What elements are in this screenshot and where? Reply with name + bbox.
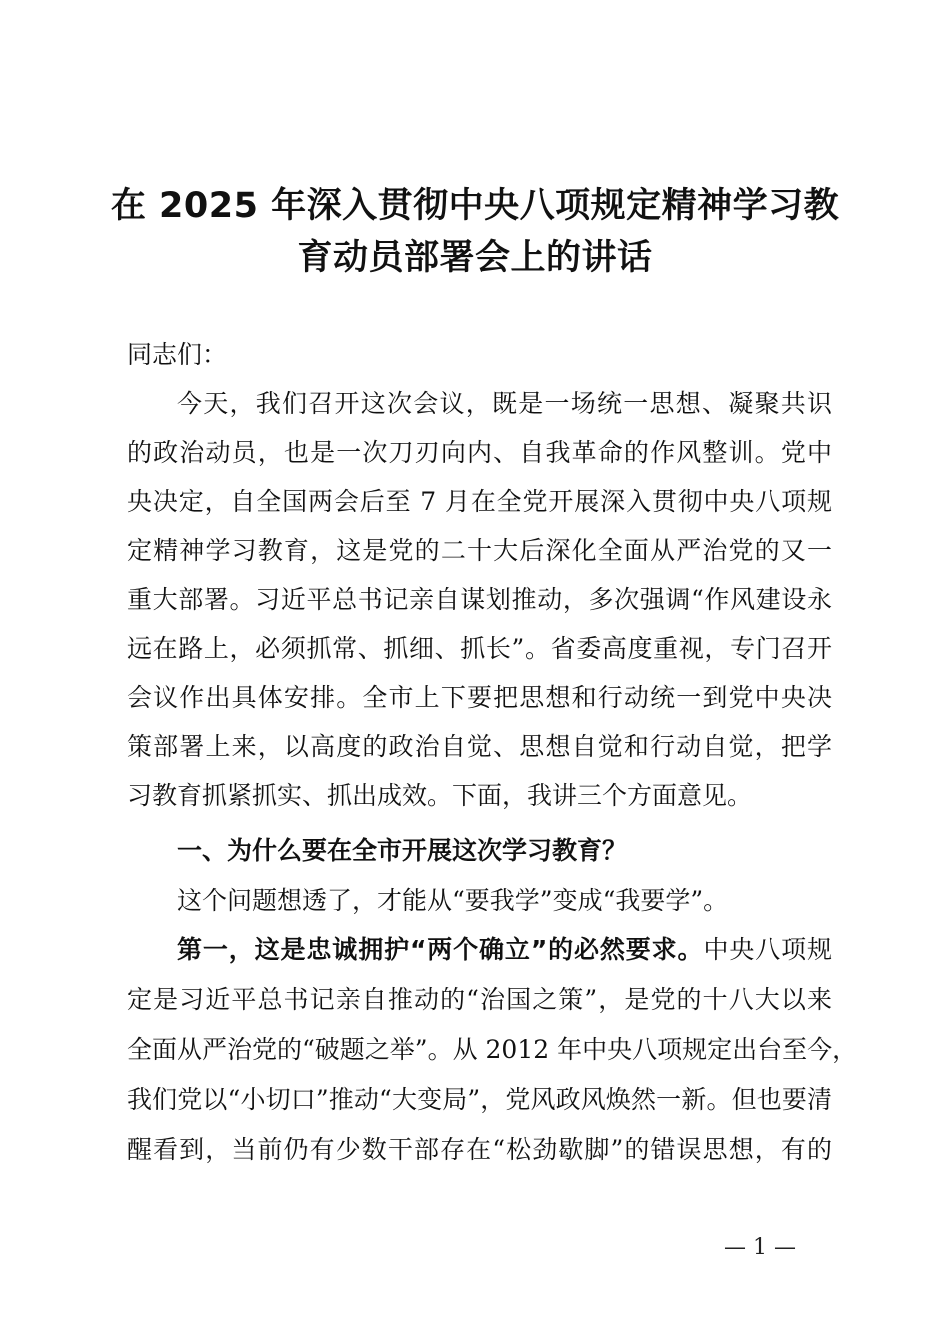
paragraph-line: 重大部署。习近平总书记亲自谋划推动，多次强调“作风建设永 [127,585,832,614]
paragraph-line: 全面从严治党的“破题之举”。从 2012 年中央八项规定出台至今， [127,1035,858,1064]
paragraph-text: 中央八项规 [703,935,832,964]
document-title-line-2: 育动员部署会上的讲话 [297,238,653,278]
paragraph-line: 定精神学习教育，这是党的二十大后深化全面从严治党的又一 [127,536,832,565]
paragraph-line: 远在路上，必须抓常、抓细、抓长”。省委高度重视，专门召开 [127,634,832,663]
salutation: 同志们： [127,340,228,369]
page-number: — 1 — [724,1235,796,1260]
paragraph-line: 定是习近平总书记亲自推动的“治国之策”，是党的十八大以来 [127,985,832,1014]
paragraph-line: 我们党以“小切口”推动“大变局”，党风政风焕然一新。但也要清 [127,1085,832,1114]
paragraph-line: 今天，我们召开这次会议，既是一场统一思想、凝聚共识 [177,389,832,418]
section-heading: 一、为什么要在全市开展这次学习教育？ [177,836,628,865]
paragraph-line: 醒看到，当前仍有少数干部存在“松劲歇脚”的错误思想，有的 [127,1135,832,1164]
point-heading-bold: 第一，这是忠诚拥护“两个确立”的必然要求。 [177,935,704,964]
paragraph-line: 这个问题想透了，才能从“要我学”变成“我要学”。 [177,886,729,915]
paragraph-line: 央决定，自全国两会后至 7 月在全党开展深入贯彻中央八项规 [127,487,832,516]
paragraph-line-mixed [177,933,832,967]
paragraph-line: 习教育抓紧抓实、抓出成效。下面，我讲三个方面意见。 [127,781,753,810]
paragraph-line: 的政治动员，也是一次刀刃向内、自我革命的作风整训。党中 [127,438,832,467]
document-title-line-1: 在 2025 年深入贯彻中央八项规定精神学习教 [110,186,840,226]
paragraph-line: 会议作出具体安排。全市上下要把思想和行动统一到党中央决 [127,683,832,712]
paragraph-line: 策部署上来，以高度的政治自觉、思想自觉和行动自觉，把学 [127,732,832,761]
